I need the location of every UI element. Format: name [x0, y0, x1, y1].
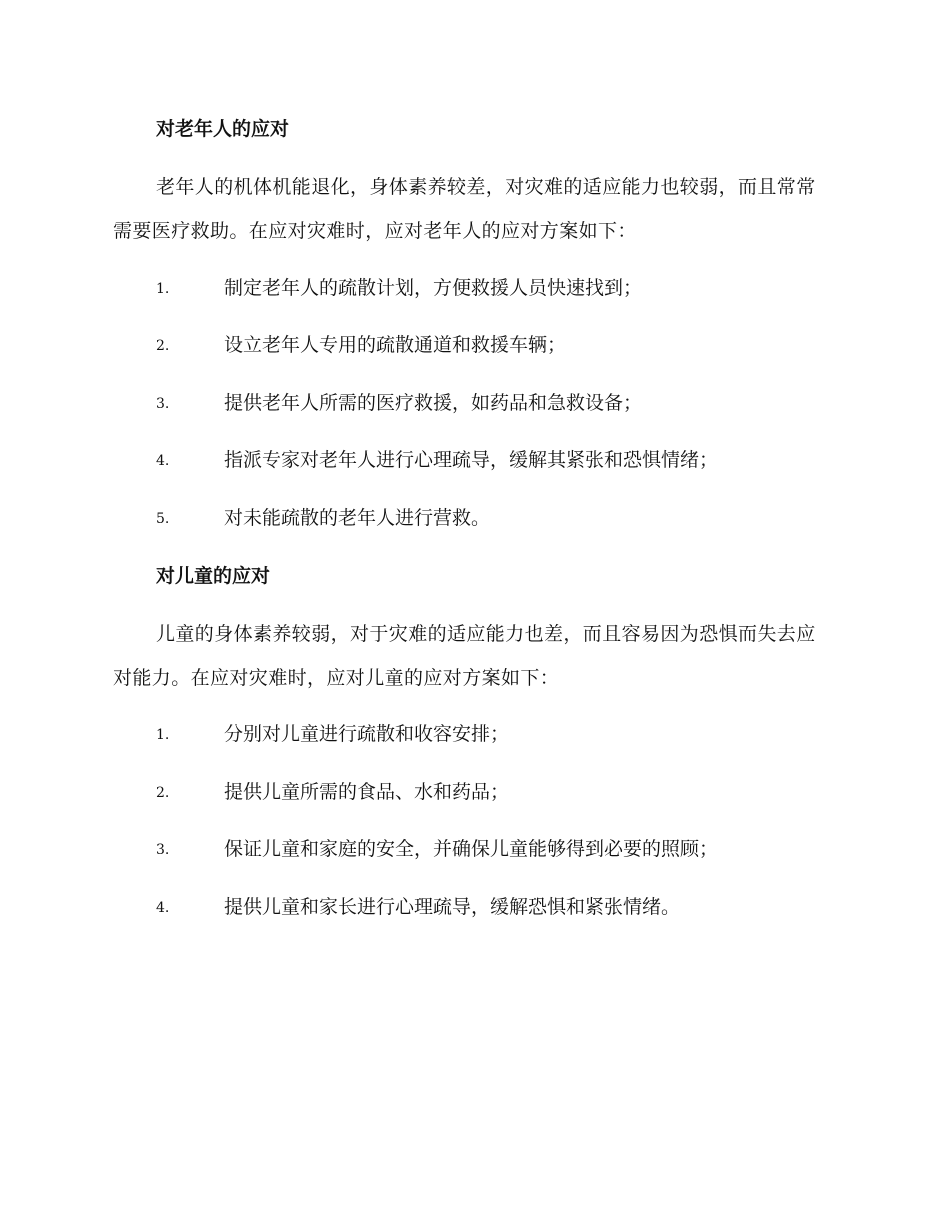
list-item-number: 1.	[156, 727, 170, 743]
list-item-number: 5.	[156, 511, 170, 527]
list-item	[0, 331, 950, 361]
list-item-text: 保证儿童和家庭的安全，并确保儿童能够得到必要的照顾；	[224, 838, 719, 860]
list-item-number: 4.	[156, 453, 170, 469]
list-item	[0, 720, 950, 750]
list-item-number: 4.	[156, 900, 170, 916]
intro-paragraph-children: 儿童的身体素养较弱，对于灾难的适应能力也差，而且容易因为恐惧而失去应对能力。在应对灾难时，应对儿童的应对方案如下：	[113, 623, 816, 689]
list-item-text: 指派专家对老年人进行心理疏导，缓解其紧张和恐惧情绪；	[224, 449, 719, 471]
list-item-text: 提供儿童和家长进行心理疏导，缓解恐惧和紧张情绪。	[224, 896, 681, 918]
list-item	[0, 893, 950, 923]
list-item-number: 1.	[156, 281, 170, 297]
list-item-text: 设立老年人专用的疏散通道和救援车辆；	[224, 334, 567, 356]
list-item-text: 制定老年人的疏散计划，方便救援人员快速找到；	[224, 277, 643, 299]
section-heading-children: 对儿童的应对	[156, 565, 271, 587]
list-item-number: 2.	[156, 338, 170, 354]
list-item-text: 对未能疏散的老年人进行营救。	[224, 507, 491, 529]
list-item-text: 提供老年人所需的医疗救援，如药品和急救设备；	[224, 392, 643, 414]
list-item	[0, 274, 950, 304]
list-item	[0, 504, 950, 534]
section-heading-elderly: 对老年人的应对	[156, 118, 290, 140]
list-item-text: 提供儿童所需的食品、水和药品；	[224, 781, 510, 803]
list-item	[0, 446, 950, 476]
list-item-number: 3.	[156, 842, 170, 858]
list-item	[0, 389, 950, 419]
list-item	[0, 835, 950, 865]
list-item	[0, 778, 950, 808]
list-item-number: 2.	[156, 785, 170, 801]
list-item-text: 分别对儿童进行疏散和收容安排；	[224, 723, 510, 745]
list-item-number: 3.	[156, 396, 170, 412]
intro-paragraph-elderly: 老年人的机体机能退化，身体素养较差，对灾难的适应能力也较弱，而且常常需要医疗救助。在应对灾难时，应对老年人的应对方案如下：	[113, 176, 816, 242]
